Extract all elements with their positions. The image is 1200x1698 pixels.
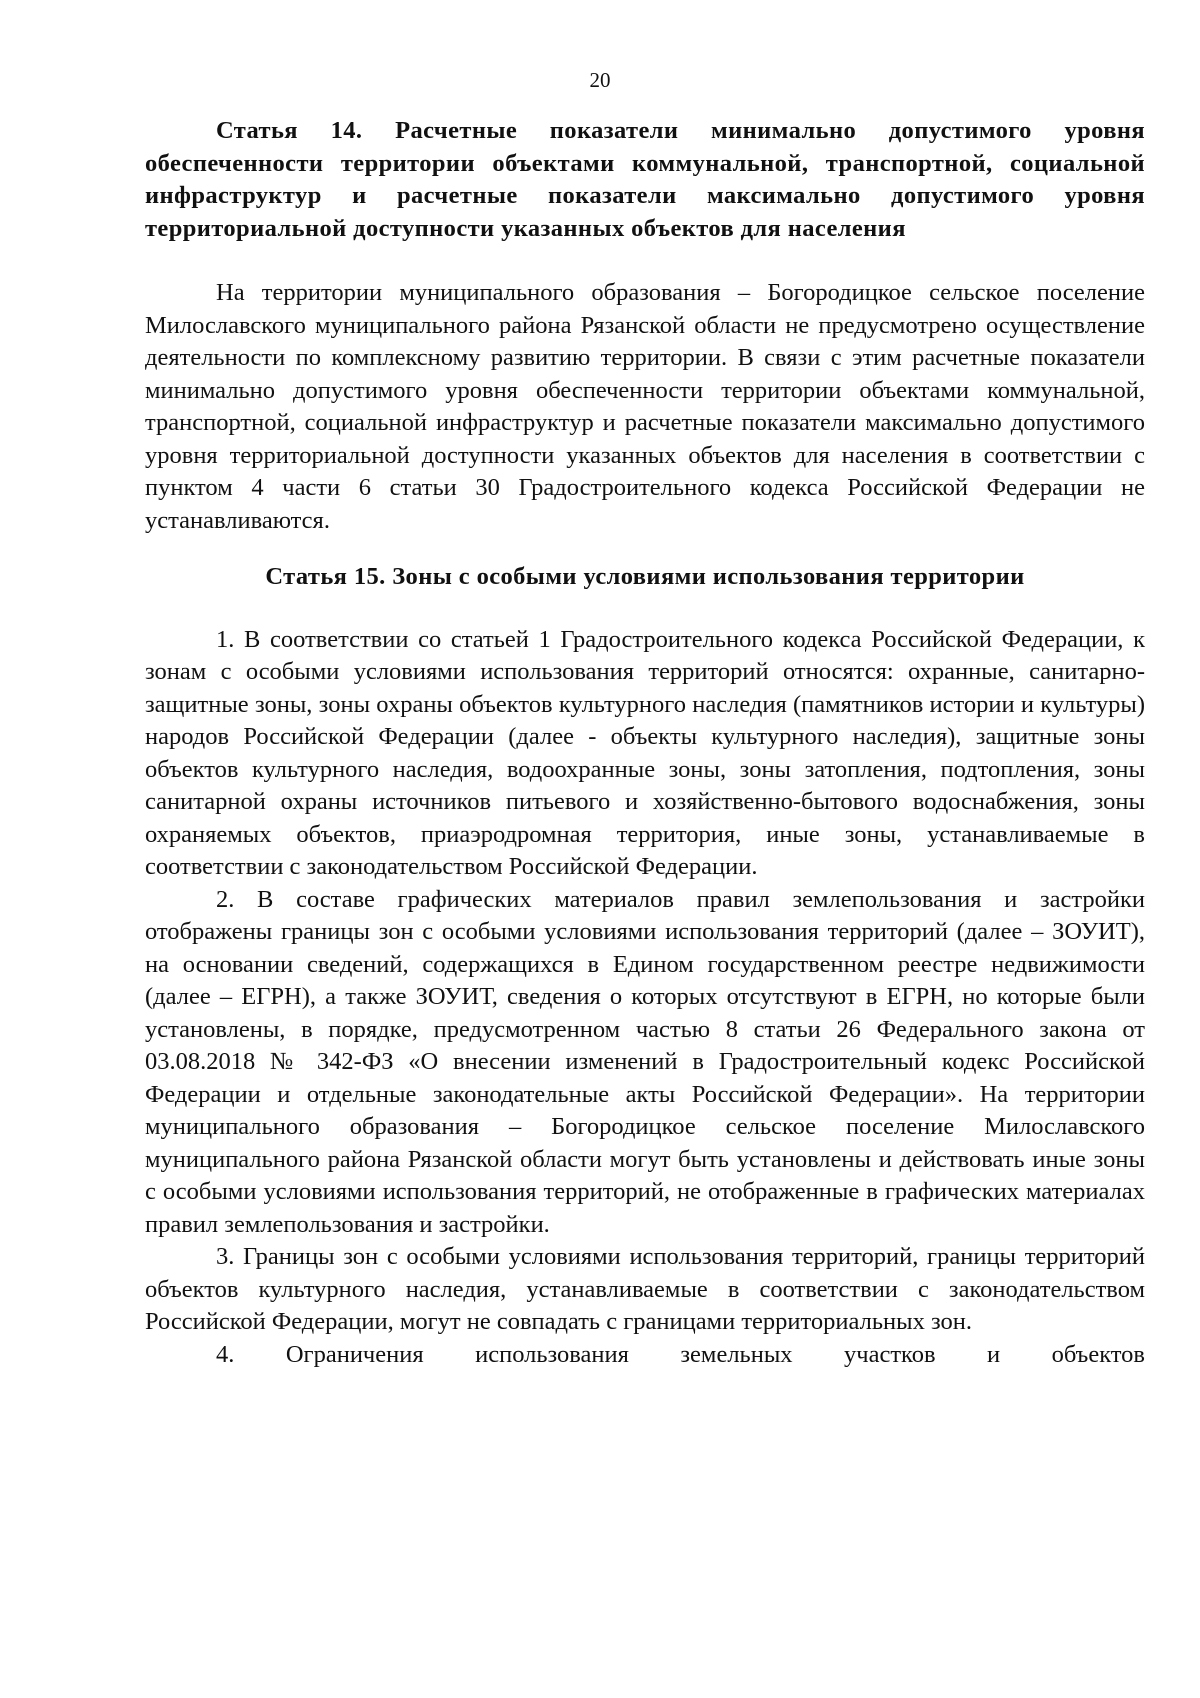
article-15-heading: Статья 15. Зоны с особыми условиями использования территории (265, 563, 1025, 590)
article-15-paragraph-4: 4. Ограничения использования земельных участков и объектов (216, 1340, 1145, 1368)
page-number: 20 (589, 68, 611, 92)
article-14-paragraph: На территории муниципального образования – Богородицкое сельское поселение Милославского муниципального района Рязанской области не предусмотрено осуществление деятельности по комплексному развитию территории. В связи с этим расчетные показатели минимально допустимого уровня обеспеченности территории объектами коммунальной, транспортной, социальной инфраструктур и расчетные показатели максимально допустимого уровня территориальной доступности указанных объектов для населения в соответствии с пунктом 4 части 6 статьи 30 Градостроительного кодекса Российской Федерации не устанавливаются. (145, 279, 1145, 534)
article-15-paragraph-2: 2. В составе графических материалов правил землепользования и застройки отображены границы зон с особыми условиями использования территорий (далее – ЗОУИТ), на основании сведений, содержащихся в Едином государственном реестре недвижимости (далее – ЕГРН), а также ЗОУИТ, сведения о которых отсутствуют в ЕГРН, но которые были установлены, в порядке, предусмотренном частью 8 статьи 26 Федерального закона от 03.08.2018 № 342-ФЗ «О внесении изменений в Градостроительный кодекс Российской Федерации и отдельные законодательные акты Российской Федерации». На территории муниципального образования – Богородицкое сельское поселение Милославского муниципального района Рязанской области могут быть установлены и действовать иные зоны с особыми условиями использования территорий, не отображенные в графических материалах правил землепользования и застройки. (145, 885, 1145, 1238)
document-body (145, 115, 1145, 1371)
article-15-paragraph-3: 3. Границы зон с особыми условиями использования территорий, границы территорий объектов культурного наследия, устанавливаемые в соответствии с законодательством Российской Федерации, могут не совпадать с границами территориальных зон. (145, 1243, 1145, 1335)
article-14-heading: Статья 14. Расчетные показатели минимально допустимого уровня обеспеченности территории объектами коммунальной, транспортной, социальной инфраструктур и расчетные показатели максимально допустимого уровня территориальной доступности указанных объектов для населения (145, 117, 1145, 242)
article-15-paragraph-1: 1. В соответствии со статьей 1 Градостроительного кодекса Российской Федерации, к зонам с особыми условиями использования территорий относятся: охранные, санитарно-защитные зоны, зоны охраны объектов культурного наследия (памятников истории и культуры) народов Российской Федерации (далее - объекты культурного наследия), защитные зоны объектов культурного наследия, водоохранные зоны, зоны затопления, подтопления, зоны санитарной охраны источников питьевого и хозяйственно-бытового водоснабжения, зоны охраняемых объектов, приаэродромная территория, иные зоны, устанавливаемые в соответствии с законодательством Российской Федерации. (145, 625, 1145, 880)
